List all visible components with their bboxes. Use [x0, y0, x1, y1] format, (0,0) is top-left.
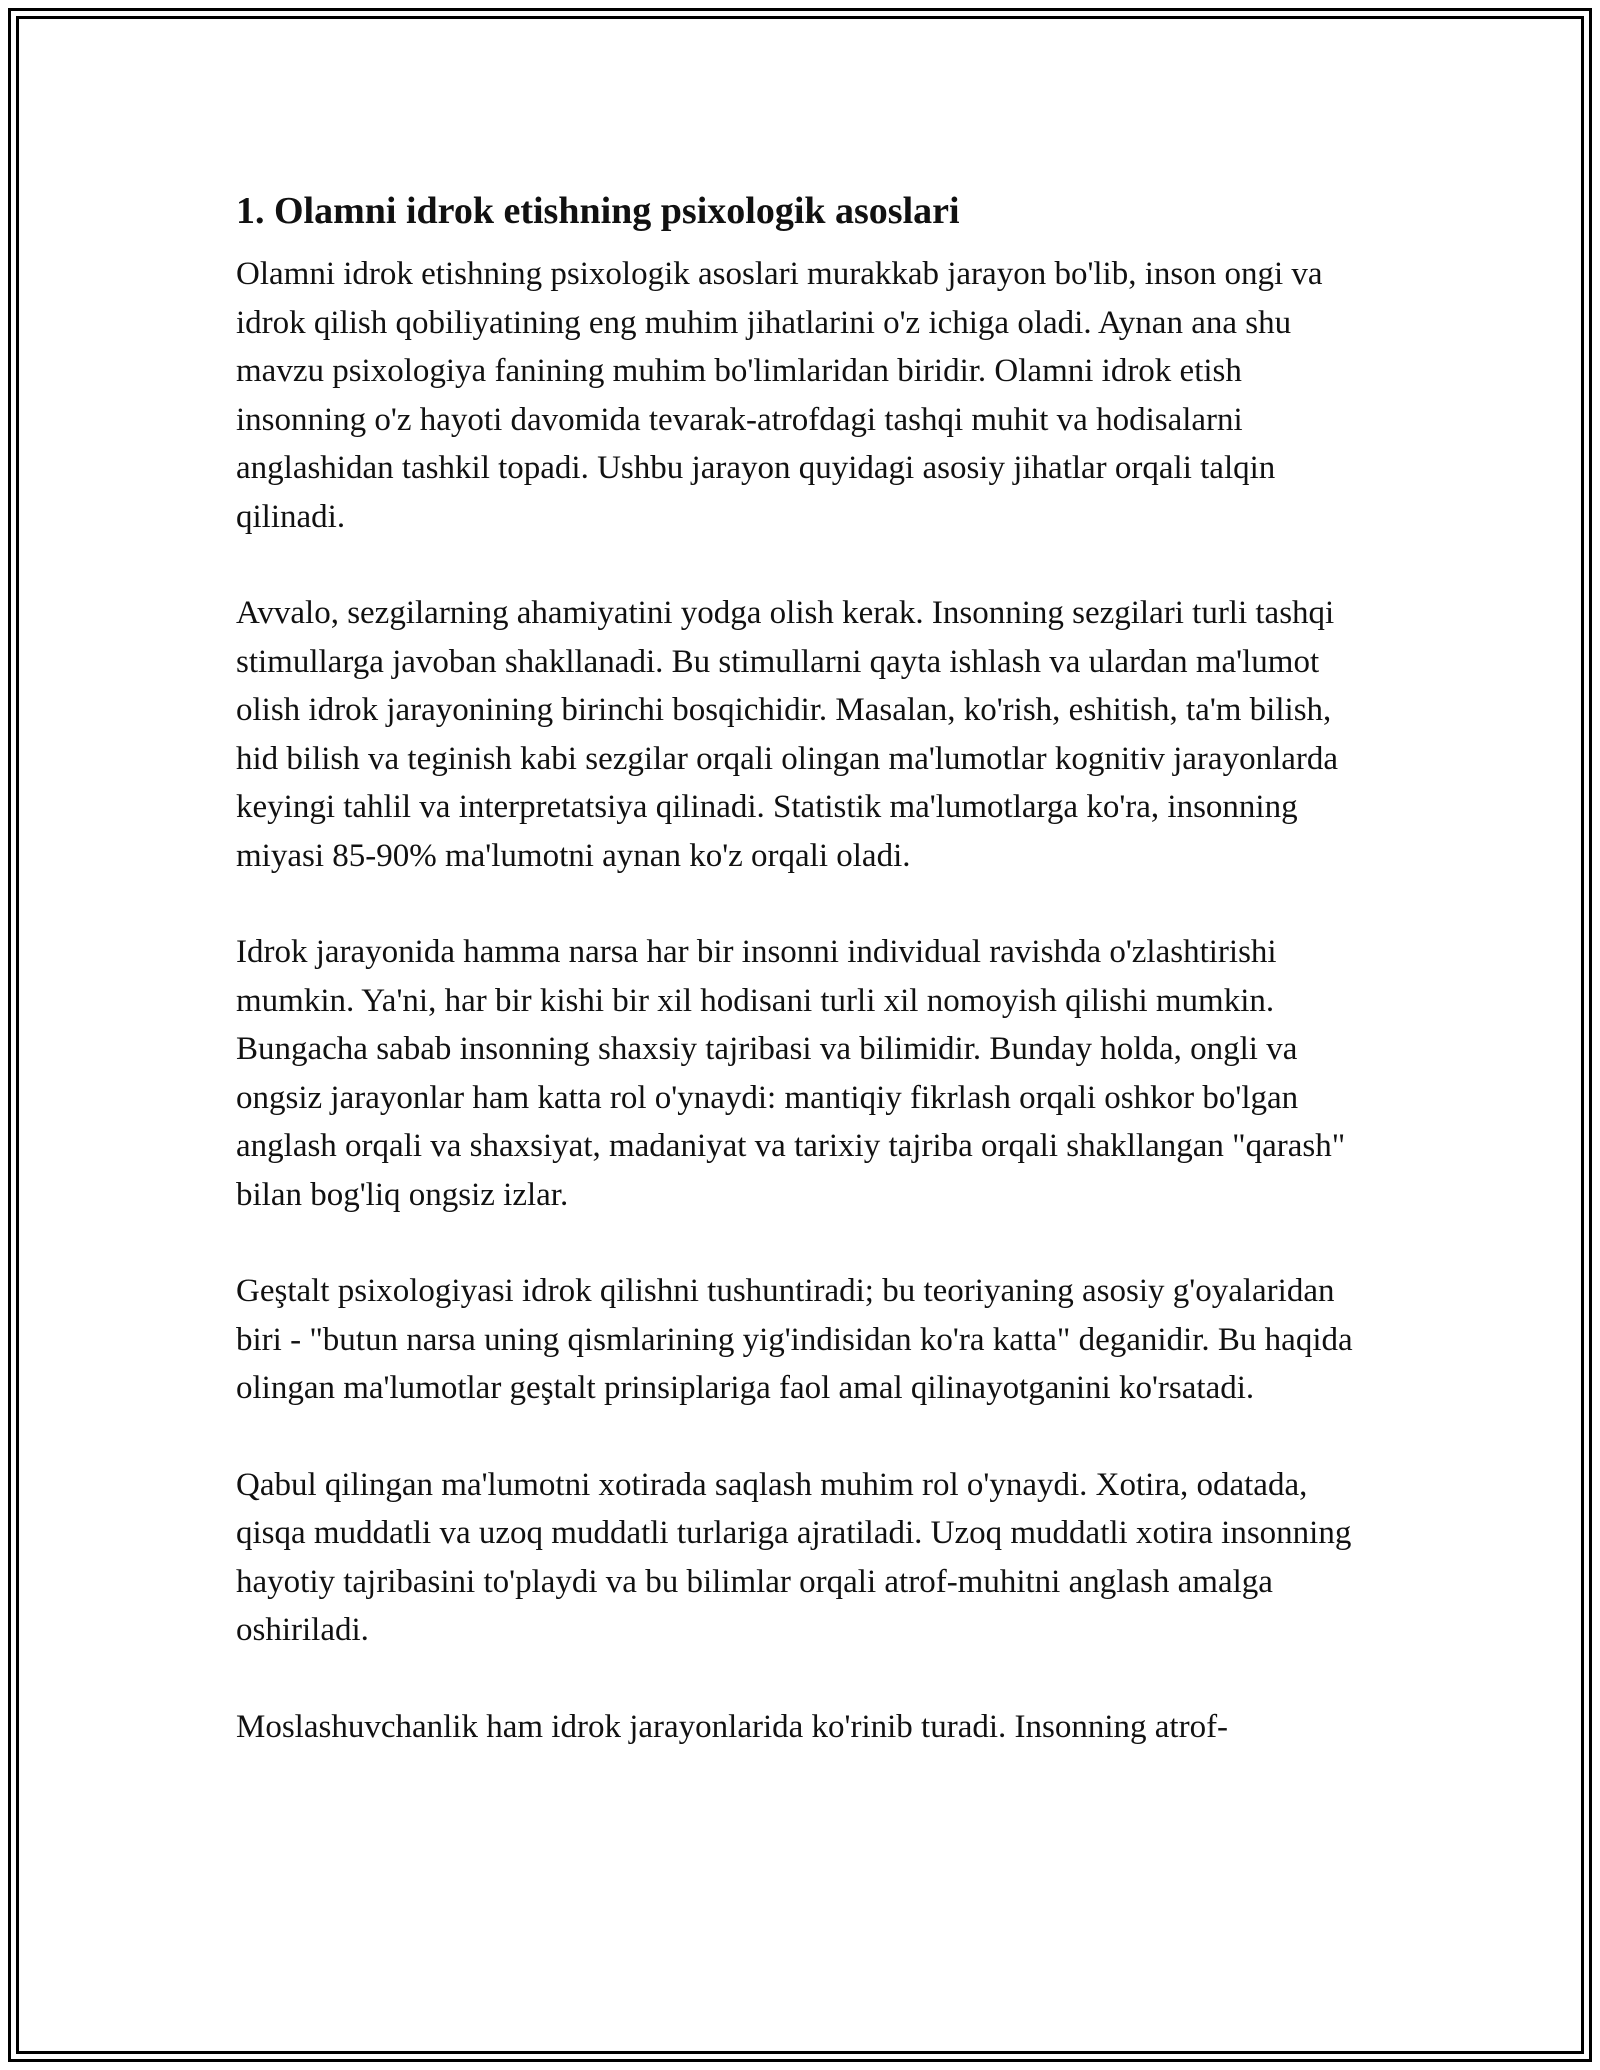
paragraph-intro: Olamni idrok etishning psixologik asoslari murakkab jarayon bo'lib, inson ongi va idrok qilish qobiliyatining eng muhim jihatlarini o'z ichiga oladi. Aynan ana shu mavzu psixologiya fanining muhim bo'limlaridan biridir. Olamni idrok etish insonning o'z hayoti davomida tevarak-atrofdagi tashqi muhit va hodisalarni anglashidan tashkil topadi. Ushbu jarayon quyidagi asosiy jihatlar orqali talqin qilinadi.	[236, 256, 1323, 535]
paragraph-sensations: Avvalo, sezgilarning ahamiyatini yodga olish kerak. Insonning sezgilari turli tashqi stimullarga javoban shakllanadi. Bu stimullarni qayta ishlash va ulardan ma'lumot olish idrok jarayonining birinchi bosqichidir. Masalan, ko'rish, eshitish, ta'm bilish, hid bilish va teginish kabi sezgilar orqali olingan ma'lumotlar kognitiv jarayonlarda keyingi tahlil va interpretatsiya qilinadi. Statistik ma'lumotlarga ko'ra, insonning miyasi 85-90% ma'lumotni aynan ko'z orqali oladi.	[236, 595, 1339, 874]
paragraph-gestalt: Geştalt psixologiyasi idrok qilishni tushuntiradi; bu teoriyaning asosiy g'oyalaridan biri - "butun narsa uning qismlarining yig'indisidan ko'ra katta" deganidir. Bu haqida olingan ma'lumotlar geştalt prinsiplariga faol amal qilinayotganini ko'rsatadi.	[236, 1273, 1353, 1406]
paragraph-individual-perception: Idrok jarayonida hamma narsa har bir insonni individual ravishda o'zlashtirishi mumkin. Ya'ni, har bir kishi bir xil hodisani turli xil nomoyish qilishi mumkin. Bungacha sabab insonning shaxsiy tajribasi va bilimidir. Bunday holda, ongli va ongsiz jarayonlar ham katta rol o'ynaydi: mantiqiy fikrlash orqali oshkor bo'lgan anglash orqali va shaxsiyat, madaniyat va tarixiy tajriba orqali shakllangan "qarash" bilan bog'liq ongsiz izlar.	[236, 934, 1346, 1213]
section-heading: 1. Olamni idrok etishning psixologik asoslari	[236, 190, 960, 232]
document-body	[236, 186, 1376, 1751]
paragraph-adaptability: Moslashuvchanlik ham idrok jarayonlarida ko'rinib turadi. Insonning atrof-	[236, 1708, 1229, 1745]
paragraph-memory: Qabul qilingan ma'lumotni xotirada saqlash muhim rol o'ynaydi. Xotira, odatada, qisqa muddatli va uzoq muddatli turlariga ajratiladi. Uzoq muddatli xotira insonning hayotiy tajribasini to'playdi va bu bilimlar orqali atrof-muhitni anglash amalga oshiriladi.	[236, 1466, 1352, 1648]
